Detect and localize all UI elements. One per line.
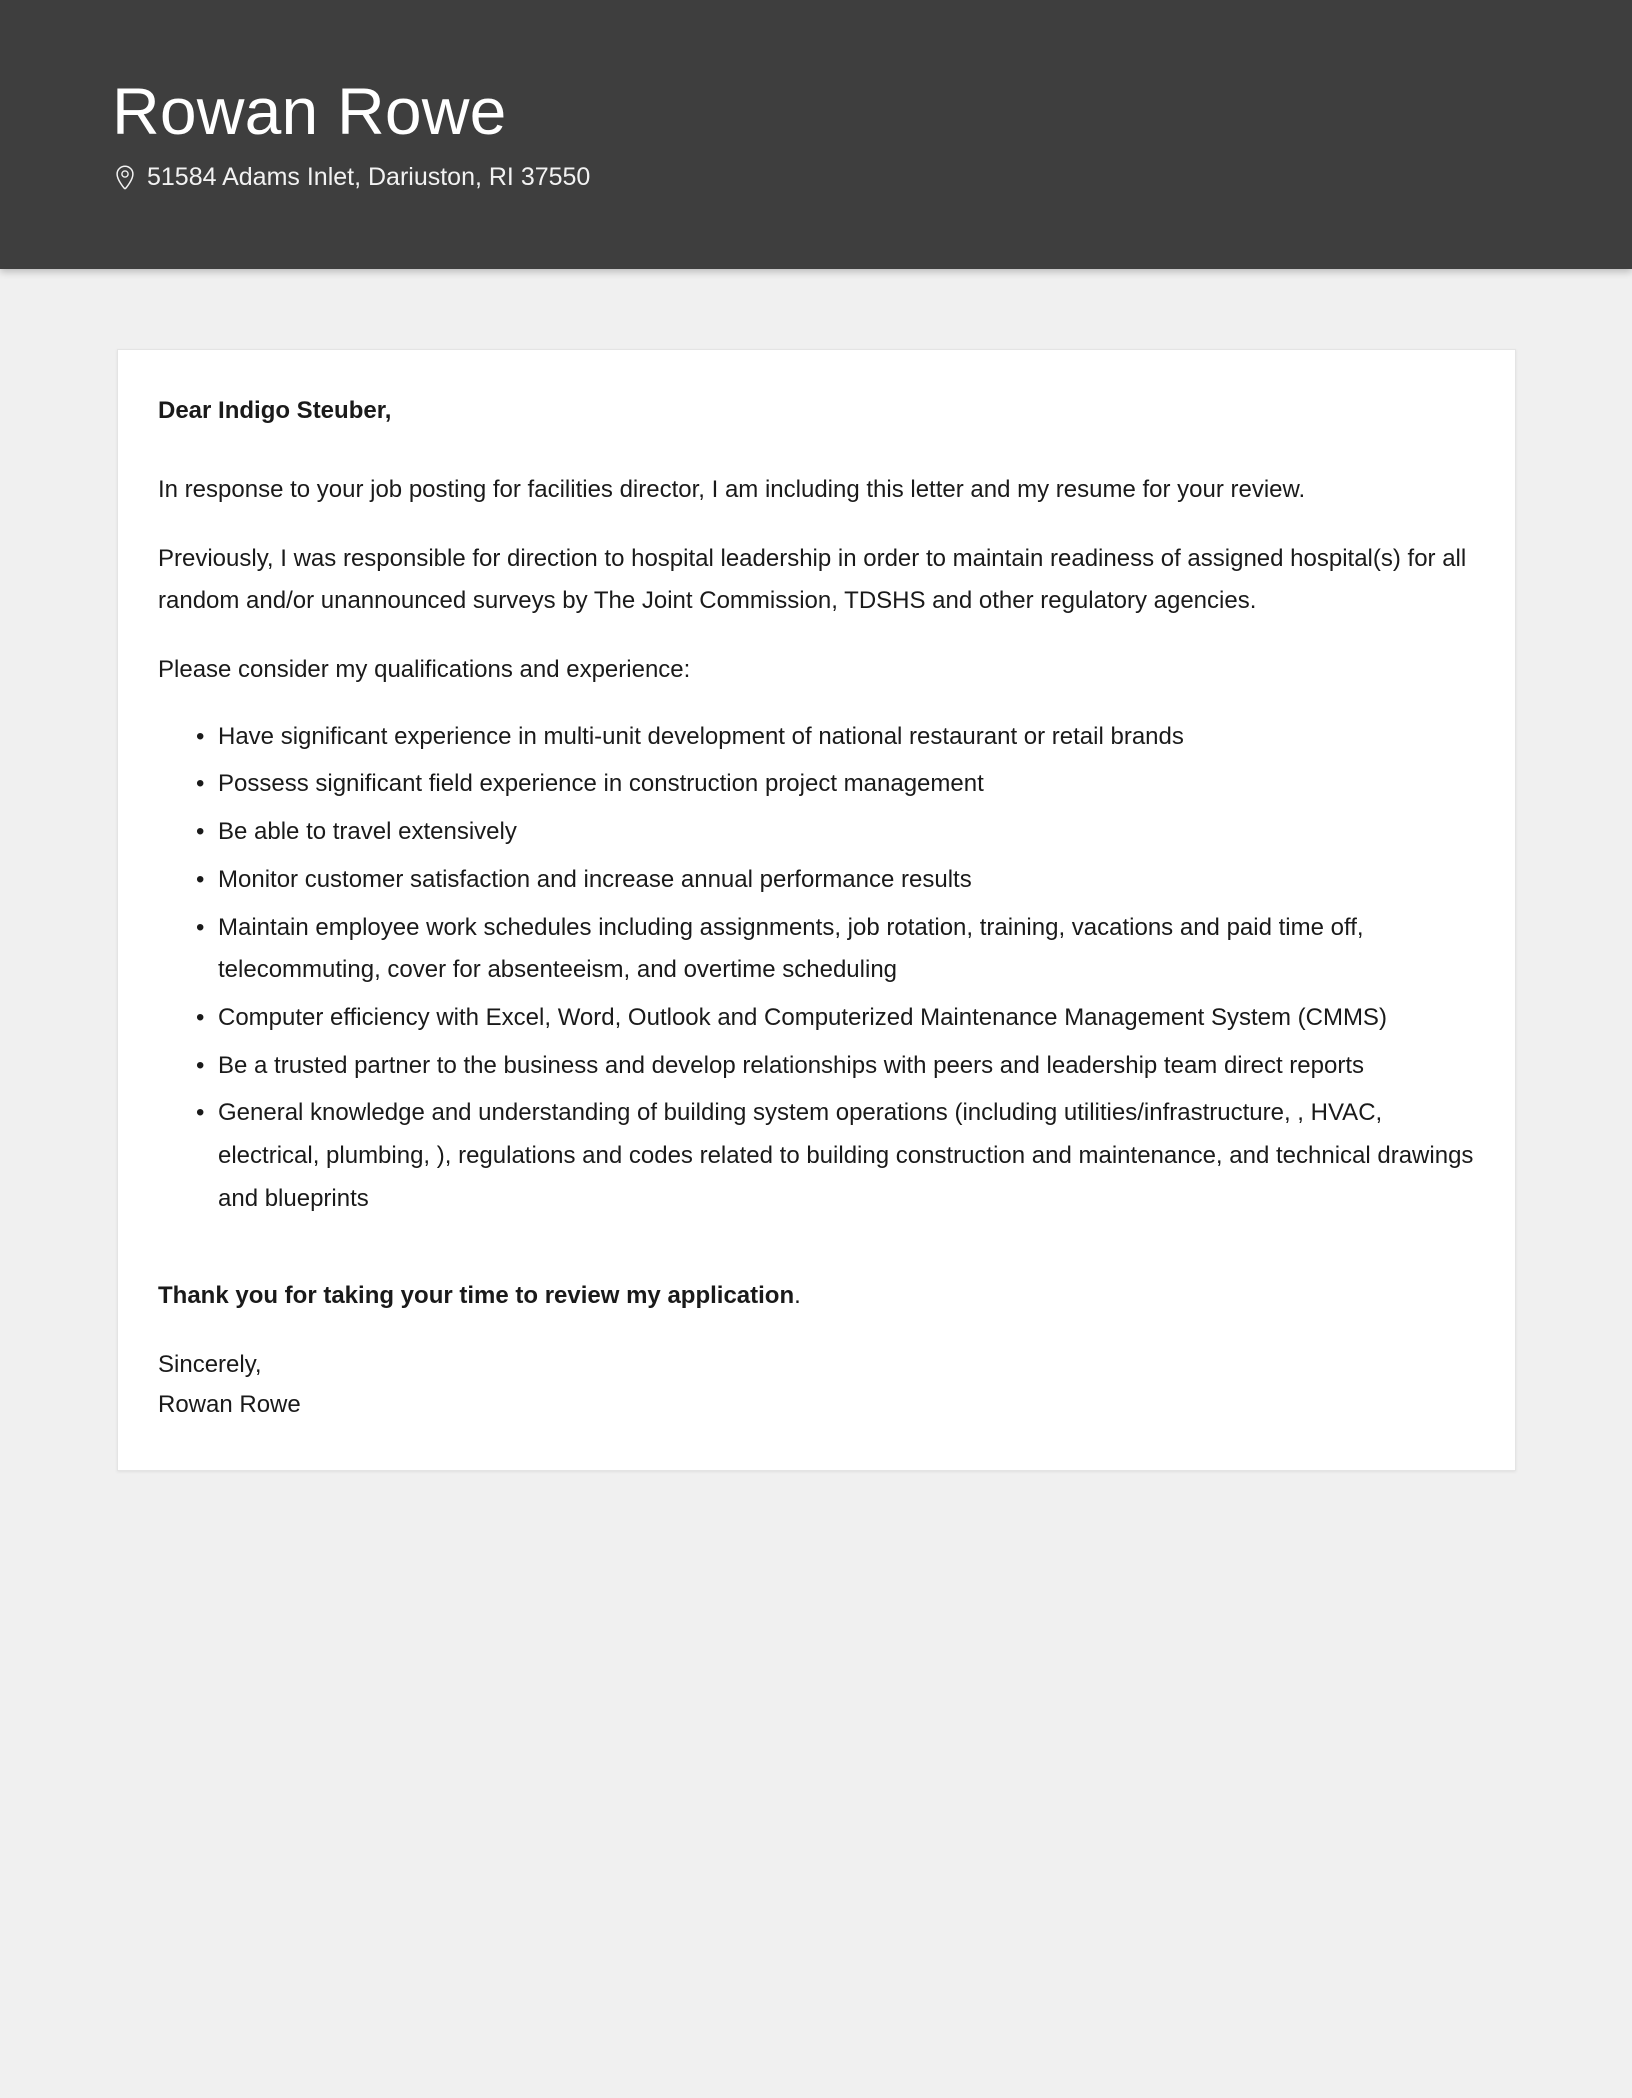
thank-you-period: . [794,1281,801,1309]
list-item: • Monitor customer satisfaction and increase annual performance results [196,859,1475,902]
thank-you-text: Thank you for taking your time to review my application [158,1281,795,1309]
salutation: Dear Indigo Steuber, [158,397,392,424]
page-body [0,269,1632,1471]
qualifications-lead-in: Please consider my qualifications and experience: [158,655,691,683]
list-item: • Be able to travel extensively [196,811,1475,854]
address-text: 51584 Adams Inlet, Dariuston, RI 37550 [147,163,591,192]
intro-paragraph: In response to your job posting for facilities director, I am including this letter and my resume for your review. [158,475,1306,503]
cover-letter-card [117,349,1516,1471]
qualifications-list [158,716,1475,1221]
page-title: Rowan Rowe [112,73,507,148]
list-item: • General knowledge and understanding of building system operations (including utilities/infrastructure, , HVAC, electrical, plumbing, ), regulations and codes related to building construction and maintenance, and technical drawings and blueprints [196,1092,1475,1220]
list-item: • Computer efficiency with Excel, Word, Outlook and Computerized Maintenance Management System (CMMS) [196,997,1475,1040]
list-item: • Maintain employee work schedules including assignments, job rotation, training, vacations and paid time off, telecommuting, cover for absenteeism, and overtime scheduling [196,907,1475,992]
map-pin-icon [114,164,136,190]
signature-block [158,1345,1475,1424]
thank-you-line [158,1277,1475,1315]
contact-address-row [114,162,1632,192]
signature-name: Rowan Rowe [158,1390,301,1418]
sign-off-text: Sincerely, [158,1350,262,1378]
experience-paragraph: Previously, I was responsible for direction to hospital leadership in order to maintain readiness of assigned hospital(s) for all random and/or unannounced surveys by The Joint Commission, TDSHS and other regulatory agencies. [158,544,1467,615]
list-item: • Have significant experience in multi-unit development of national restaurant or retail brands [196,716,1475,759]
document-header [0,0,1632,269]
list-item: • Possess significant field experience in construction project management [196,763,1475,806]
list-item: • Be a trusted partner to the business and develop relationships with peers and leadership team direct reports [196,1045,1475,1088]
